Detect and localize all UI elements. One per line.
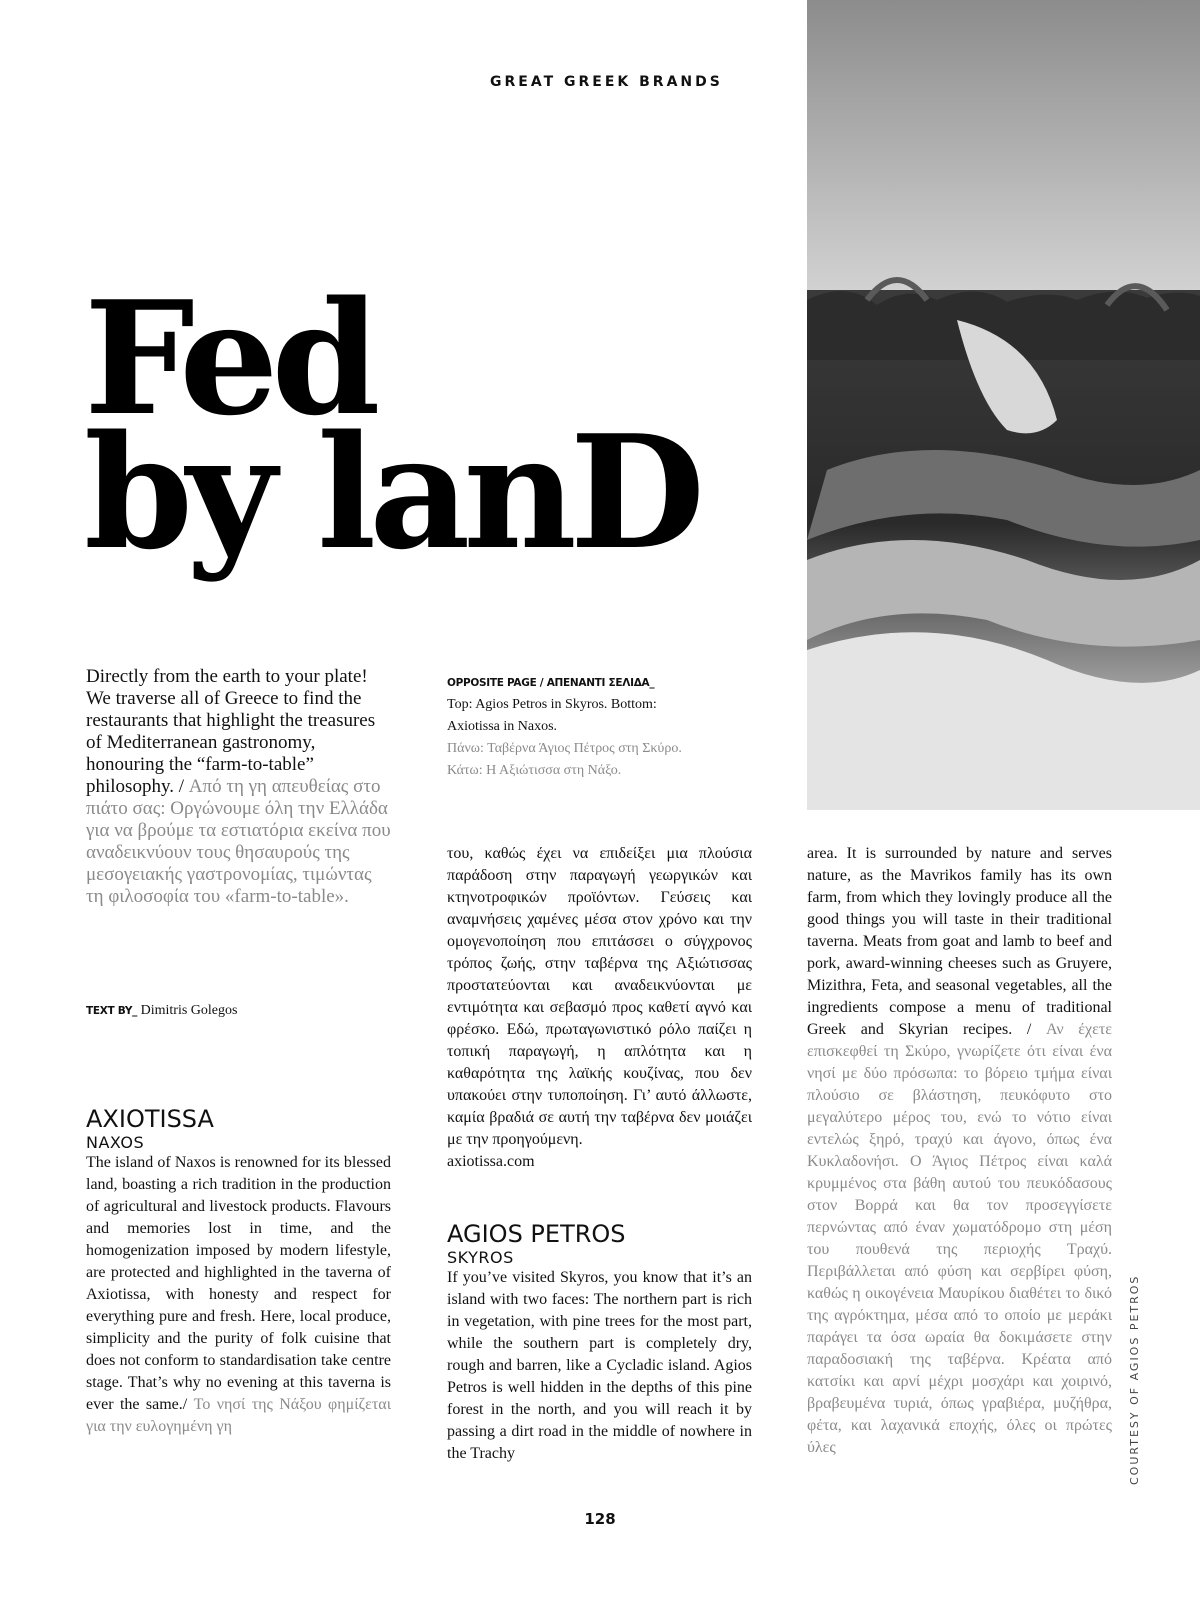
intro-english: Directly from the earth to your plate! We traverse all of Greece to find the restaurants that highlight the treasures of Mediterranean gastronomy, honouring the “farm-to-table” philosophy. / bbox=[86, 666, 376, 797]
author-credit bbox=[86, 1003, 386, 1019]
title-line-2: by lanD bbox=[84, 401, 699, 584]
author-name: Dimitris Golegos bbox=[140, 1003, 238, 1018]
axiotissa-greek-part1: Το νησί της Νάξου φημίζεται για την ευλογημένη γη bbox=[86, 1396, 391, 1435]
axiotissa-greek-part2: του, καθώς έχει να επιδείξει μια πλούσια παράδοση στην παραγωγή γεωργικών και κτηνοτροφικών προϊόντων. Γεύσεις και αναμνήσεις χαμένες μέσα στον χρόνο και την ομογενοποίηση που επιτάσσει ο σύγχρονος τρόπος ζωής, στην ταβέρνα της Αξιώτισσας προστατεύονται και αναδεικνύονται με εντιμότητα και σεβασμό προς καθετί αγνό και φρέσκο. Εδώ, πρωταγωνιστικό ρόλο παίζει η τοπική παραγωγή, η απλότητα και η καθαρότητα της λαϊκής κουζίνας, που δεν υπακούει στην τυποποίηση. Γι’ αυτό άλλωστε, καμία βραδιά σε αυτή την ταβέρνα δεν μοιάζει με την προηγούμενη. bbox=[447, 845, 752, 1148]
caption-label: OPPOSITE PAGE / ΑΠΕΝΑΝΤΙ ΣΕΛΙΔΑ_ bbox=[447, 677, 655, 689]
agios-petros-body-continued bbox=[807, 843, 1112, 1459]
agios-petros-location: SKYROS bbox=[447, 1248, 514, 1267]
photo-credit: COURTESY OF AGIOS PETROS bbox=[1128, 1274, 1141, 1485]
photo-caption bbox=[447, 672, 687, 782]
caption-greek: Πάνω: Ταβέρνα Άγιος Πέτρος στη Σκύρο. Κάτω: Η Αξιώτισσα στη Νάξο. bbox=[447, 741, 682, 778]
article-title bbox=[84, 267, 704, 584]
caption-english: Top: Agios Petros in Skyros. Bottom: Axiotissa in Naxos. bbox=[447, 697, 657, 734]
page-number: 128 bbox=[584, 1510, 616, 1528]
agios-petros-english-part1: If you’ve visited Skyros, you know that it’s an island with two faces: The northern part is rich in vegetation, with pine trees for the most part, while the southern part is completely dry, rough and barren, like a Cycladic island. Agios Petros is well hidden in the depths of this pine forest in the north, and you will reach it by passing a dirt road in the middle of nowhere in the Trachy bbox=[447, 1269, 752, 1462]
axiotissa-heading: AXIOTISSA bbox=[86, 1105, 214, 1133]
agios-petros-english-part2: area. It is surrounded by nature and serves nature, as the Mavrikos family has its own farm, from which they lovingly produce all the good things you will taste in their traditional taverna. Meats from goat and lamb to beef and pork, award-winning cheeses such as Gruyere, Mizithra, Feta, and seasonal vegetables, all the ingredients compose a menu of traditional Greek and Skyrian recipes. / bbox=[807, 845, 1112, 1038]
axiotissa-continued bbox=[447, 843, 752, 1173]
intro-greek: Από τη γη απευθείας στο πιάτο σας: Οργώνουμε όλη την Ελλάδα για να βρούμε τα εστιατόρια εκείνα που αναδεικνύουν τους θησαυρούς της μεσογειακής γαστρονομίας, τιμώντας τη φιλοσοφία του «farm-to-table». bbox=[86, 776, 391, 907]
title-line-1: Fed bbox=[84, 267, 374, 450]
axiotissa-location: NAXOS bbox=[86, 1133, 145, 1152]
author-credit-label: TEXT BY_ bbox=[86, 1005, 138, 1017]
axiotissa-section bbox=[86, 1105, 391, 1438]
intro-paragraph bbox=[86, 666, 391, 908]
agios-petros-continued bbox=[807, 843, 1112, 1459]
axiotissa-english: The island of Naxos is renowned for its blessed land, boasting a rich tradition in the production of agricultural and livestock products. Flavours and memories lost in time, and the homogenization imposed by modern lifestyle, are protected and highlighted in the taverna of Axiotissa, with honesty and respect for everything pure and fresh. Here, local produce, simplicity and the purity of folk cuisine that does not conform to standardisation take centre stage. That’s why no evening at this taverna is ever the same./ bbox=[86, 1154, 391, 1413]
axiotissa-website[interactable]: axiotissa.com bbox=[447, 1153, 535, 1170]
agios-petros-greek: Αν έχετε επισκεφθεί τη Σκύρο, γνωρίζετε ότι είναι ένα νησί με δύο πρόσωπα: το βόρειο τμήμα είναι πλούσιο σε βλάστηση, πευκόφυτο στο μεγαλύτερο μέρος του, ενώ το νότιο είναι εντελώς ξηρό, τραχύ και άγονο, όπως ένα Κυκλαδονήσι. Ο Άγιος Πέτρος είναι καλά κρυμμένος στα βάθη αυτού του πευκόδασους στον Βορρά και θα τον προσεγγίσετε περνώντας από έναν χωματόδρομο στη μέση του πουθενά της περιοχής Τραχύ. Περιβάλλεται από φύση και σερβίρει φύση, καθώς η οικογένεια Μαυρίκου διαθέτει το δικό της αγρόκτημα, μέσα από το οποίο με μεράκι παράγει τα όσα ωραία θα δοκιμάσετε στην παραδοσιακή της ταβέρνα. Κρέατα από κατσίκι και αρνί μέχρι μοσχάρι και χοιρινό, βραβευμένα τυριά, όπως γραβιέρα, μυζήθρα, φέτα, και λαχανικά εποχής, όλες οι πρώτες ύλες bbox=[807, 1021, 1112, 1456]
section-kicker: GREAT GREEK BRANDS bbox=[490, 74, 723, 90]
axiotissa-body bbox=[86, 1152, 391, 1438]
goats-photo-illustration bbox=[807, 0, 1200, 810]
agios-petros-heading: AGIOS PETROS bbox=[447, 1220, 626, 1248]
goats-photo bbox=[807, 0, 1200, 810]
agios-petros-section bbox=[447, 1220, 752, 1465]
